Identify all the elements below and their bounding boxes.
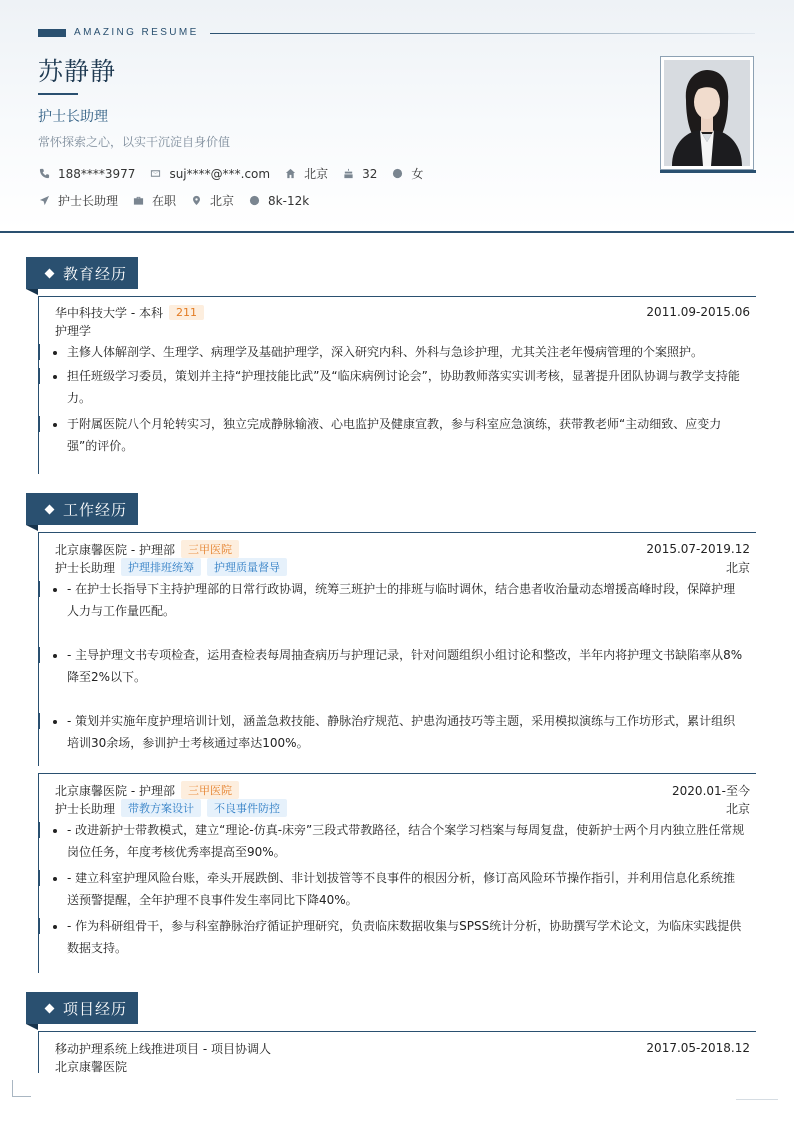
project-org: 北京康馨医院	[55, 1059, 128, 1074]
email-value: suj****@***.com	[169, 166, 271, 181]
skill-tag: 护理排班统筹	[121, 558, 201, 576]
work-entry-1	[38, 532, 756, 766]
photo-frame	[660, 56, 754, 170]
section-work-title: 工作经历	[63, 500, 128, 519]
briefcase-icon	[132, 195, 144, 207]
candidate-role: 护士长助理	[38, 109, 108, 125]
school-name: 华中科技大学 - 本科	[55, 305, 163, 320]
brand-text: AMAZING RESUME	[74, 27, 199, 38]
intent-row	[38, 192, 323, 209]
name-underline	[38, 93, 78, 95]
work-date: 2020.01-至今	[672, 783, 750, 798]
skill-tag: 护理质量督导	[207, 558, 287, 576]
location-icon	[190, 195, 202, 207]
mail-icon	[149, 168, 161, 180]
project-date: 2017.05-2018.12	[646, 1041, 750, 1055]
section-project	[26, 992, 138, 1024]
photo-base-bar	[660, 170, 756, 173]
list-item: - 作为科研组骨干，参与科室静脉治疗循证护理研究，负责临床数据收集与SPSS统计分析，协助撰写学术论文，为临床实践提供数据支持。	[39, 915, 756, 959]
project-sub	[39, 1057, 756, 1075]
list-item: 主修人体解剖学、生理学、病理学及基础护理学，深入研究内科、外科与急诊护理，尤其关注老年慢病管理的个案照护。	[39, 341, 756, 363]
salary-value: 8k-12k	[268, 193, 310, 208]
section-education-title: 教育经历	[63, 264, 128, 283]
candidate-motto: 常怀探索之心，以实干沉淀自身价值	[38, 135, 231, 149]
work-sub	[39, 558, 756, 576]
section-education	[26, 257, 138, 289]
city-value: 北京	[304, 167, 329, 181]
section-project-title: 项目经历	[63, 999, 128, 1018]
brand-bar	[38, 29, 66, 37]
corner-mark-right	[736, 1099, 778, 1100]
school-tag: 211	[169, 305, 204, 320]
city-info	[284, 165, 328, 182]
cake-icon	[342, 168, 354, 180]
education-date: 2011.09-2015.06	[646, 305, 750, 319]
candidate-name: 苏静静	[38, 57, 117, 86]
status-value: 在职	[152, 194, 177, 208]
project-name: 移动护理系统上线推进项目 - 项目协调人	[55, 1041, 271, 1056]
company-tag: 三甲医院	[181, 781, 239, 799]
intent-city-value: 北京	[210, 194, 235, 208]
phone-info	[38, 167, 135, 181]
diamond-icon	[45, 1003, 55, 1013]
status-info	[132, 192, 176, 209]
work-head	[39, 540, 756, 558]
age-value: 32	[362, 166, 378, 181]
diamond-icon	[45, 268, 55, 278]
phone-icon	[38, 168, 50, 180]
intent-city-info	[190, 192, 234, 209]
age-info	[342, 167, 377, 181]
section-work	[26, 493, 138, 525]
company-tag: 三甲医院	[181, 540, 239, 558]
company-name: 北京康馨医院 - 护理部	[55, 542, 175, 557]
education-sub	[39, 321, 756, 339]
skill-tag: 带教方案设计	[121, 799, 201, 817]
contact-row	[38, 165, 437, 182]
corner-mark-left	[12, 1080, 31, 1097]
work-date: 2015.07-2019.12	[646, 542, 750, 556]
major-name: 护理学	[55, 323, 92, 338]
work-bullets	[39, 578, 756, 754]
profile-photo	[664, 60, 750, 166]
brand-line	[210, 33, 755, 34]
list-item: - 在护士长指导下主持护理部的日常行政协调，统筹三班护士的排班与临时调休，结合患者收治量动态增援高峰时段，保障护理人力与工作量匹配。	[39, 578, 756, 622]
skill-tag: 不良事件防控	[207, 799, 287, 817]
education-bullets	[39, 341, 756, 457]
list-item: 于附属医院八个月轮转实习，独立完成静脉输液、心电监护及健康宣教，参与科室应急演练，获带教老师“主动细致、应变力强”的评价。	[39, 413, 756, 457]
project-head	[39, 1039, 756, 1057]
home-icon	[284, 168, 296, 180]
email-info	[149, 167, 270, 181]
diamond-icon	[45, 504, 55, 514]
work-city: 北京	[725, 801, 750, 816]
work-bullets	[39, 819, 756, 959]
send-icon	[38, 195, 50, 207]
gender-value: 女	[411, 167, 424, 181]
education-entry	[38, 296, 756, 474]
job-title: 护士长助理	[55, 560, 116, 575]
company-name: 北京康馨医院 - 护理部	[55, 783, 175, 798]
project-entry	[38, 1031, 756, 1073]
intent-role-info	[38, 192, 118, 209]
job-title: 护士长助理	[55, 801, 116, 816]
intent-role-value: 护士长助理	[58, 194, 119, 208]
money-icon	[248, 195, 260, 207]
list-item: - 改进新护士带教模式，建立“理论-仿真-床旁”三段式带教路径，结合个案学习档案与每周复盘，使新护士两个月内独立胜任常规岗位任务，年度考核优秀率提高至90%。	[39, 819, 756, 863]
salary-info	[248, 194, 309, 208]
work-entry-2	[38, 773, 756, 973]
work-sub	[39, 799, 756, 817]
list-item: - 建立科室护理风险台账，牵头开展跌倒、非计划拔管等不良事件的根因分析，修订高风险环节操作指引，并利用信息化系统推送预警提醒，全年护理不良事件发生率同比下降40%。	[39, 867, 756, 911]
resume-header	[0, 0, 794, 233]
phone-value: 188****3977	[58, 166, 136, 181]
list-item: - 策划并实施年度护理培训计划，涵盖急救技能、静脉治疗规范、护患沟通技巧等主题，采用模拟演练与工作坊形式，累计组织培训30余场，参训护士考核通过率达100%。	[39, 710, 756, 754]
education-head	[39, 303, 756, 321]
work-head	[39, 781, 756, 799]
gender-icon	[391, 168, 403, 180]
gender-info	[391, 165, 423, 182]
work-city: 北京	[725, 560, 750, 575]
list-item: 担任班级学习委员，策划并主持“护理技能比武”及“临床病例讨论会”，协助教师落实实训考核，显著提升团队协调与教学支持能力。	[39, 365, 756, 409]
list-item: - 主导护理文书专项检查，运用查检表每周抽查病历与护理记录，针对问题组织小组讨论和整改，半年内将护理文书缺陷率从8%降至2%以下。	[39, 644, 756, 688]
